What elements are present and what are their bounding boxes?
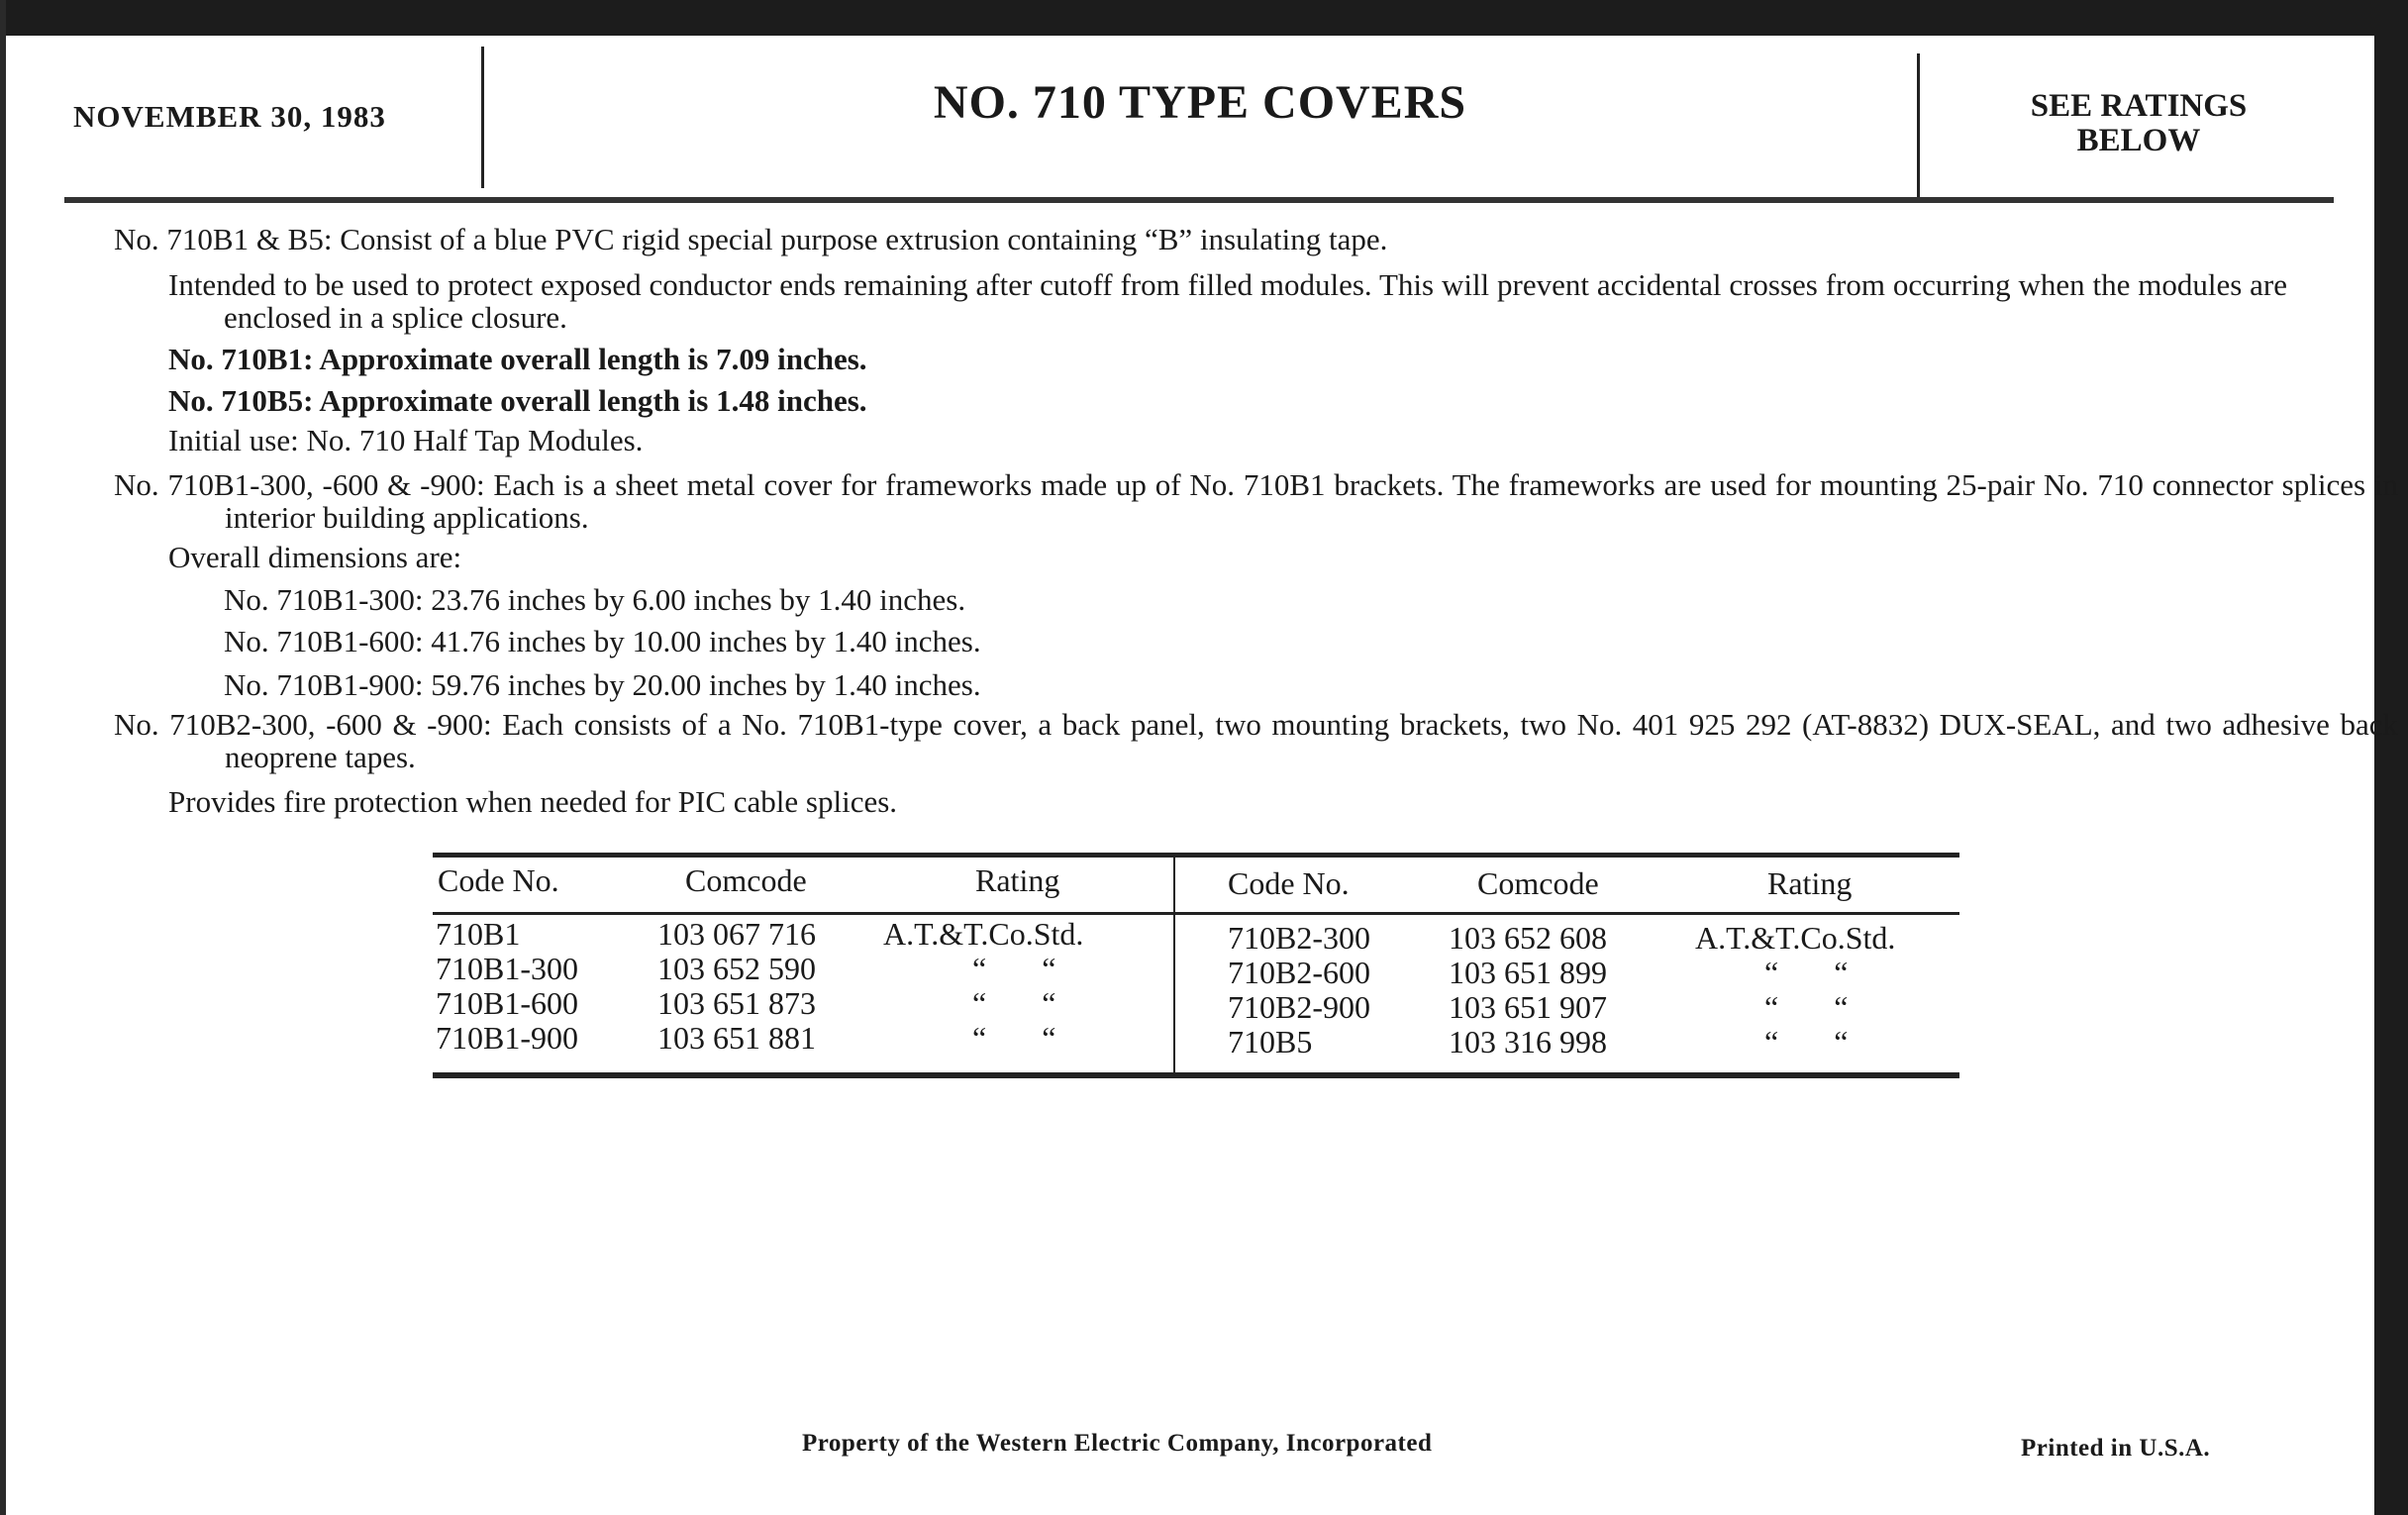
dimension-710b1-900: No. 710B1-900: 59.76 inches by 20.00 inches by 1.40 inches.: [224, 667, 981, 702]
ratings-note-line2: BELOW: [2076, 123, 2201, 158]
paragraph-intended-use: Intended to be used to protect exposed conductor ends remaining after cutoff from filled modules. This will prevent accidental crosses from occurring when the modules are enclosed in a splice closure.: [168, 267, 2287, 335]
code-no: 710B2-300: [1228, 920, 1370, 956]
ratings-note-line1: SEE RATINGS: [2030, 88, 2248, 124]
comcode: 103 067 716: [657, 916, 816, 952]
rating: “ “: [1764, 955, 1849, 990]
paragraph-710b1-b5: No. 710B1 & B5: Consist of a blue PVC rigid special purpose extrusion containing “B” insulating tape.: [114, 222, 1388, 256]
comcode: 103 652 590: [657, 951, 816, 986]
comcode: 103 651 899: [1449, 955, 1607, 990]
paragraph-710b1-covers: No. 710B1-300, -600 & -900: Each is a sheet metal cover for frameworks made up of No. 710B1 brackets. The frameworks are used for mounting 25-pair No. 710 connector splices in interior building applications.: [114, 467, 2398, 535]
code-no: 710B2-600: [1228, 955, 1370, 990]
comcode: 103 651 881: [657, 1020, 816, 1056]
ratings-note: [1921, 89, 2357, 158]
header-comcode: Comcode: [685, 862, 807, 898]
code-no: 710B1: [436, 916, 521, 952]
paragraph-fire-protection: Provides fire protection when needed for PIC cable splices.: [168, 784, 898, 819]
header-rule: [64, 197, 2334, 203]
table-bottom-rule: [433, 1072, 1959, 1078]
paragraph-710b5-length: No. 710B5: Approximate overall length is 1.48 inches.: [168, 383, 867, 418]
comcode: 103 651 907: [1449, 989, 1607, 1025]
footer-property: Property of the Western Electric Company, Incorporated: [802, 1430, 1433, 1457]
rating: “ “: [972, 985, 1056, 1021]
scan-border-top: [0, 0, 2408, 36]
dimension-710b1-300: No. 710B1-300: 23.76 inches by 6.00 inches by 1.40 inches.: [224, 582, 966, 617]
rating: “ “: [1764, 989, 1849, 1025]
header-code-no: Code No.: [438, 862, 559, 898]
footer-printed: Printed in U.S.A.: [2021, 1435, 2211, 1462]
ratings-table: [433, 853, 1959, 1078]
code-no: 710B2-900: [1228, 989, 1370, 1025]
header-code-no: Code No.: [1228, 865, 1350, 901]
code-no: 710B1-300: [436, 951, 578, 986]
paragraph-dimensions-heading: Overall dimensions are:: [168, 540, 462, 574]
table-top-rule: [433, 853, 1959, 858]
rating: “ “: [972, 951, 1056, 986]
header-rating: Rating: [975, 862, 1060, 898]
comcode: 103 652 608: [1449, 920, 1607, 956]
header-rating: Rating: [1767, 865, 1853, 901]
page-title: NO. 710 TYPE COVERS: [933, 76, 1467, 129]
rating: A.T.&T.Co.Std.: [1695, 920, 1896, 956]
paragraph-710b2-covers: No. 710B2-300, -600 & -900: Each consists of a No. 710B1-type cover, a back panel, two mounting brackets, two No. 401 925 292 (AT-8832) DUX-SEAL, and two adhesive back neoprene tapes.: [114, 707, 2398, 774]
table-header-rule: [433, 912, 1959, 915]
comcode: 103 651 873: [657, 985, 816, 1021]
code-no: 710B5: [1228, 1024, 1313, 1060]
scan-border-left: [0, 0, 6, 1515]
rating: “ “: [972, 1020, 1056, 1056]
document-date: NOVEMBER 30, 1983: [73, 99, 386, 134]
rating: A.T.&T.Co.Std.: [883, 916, 1084, 952]
rating: “ “: [1764, 1024, 1849, 1060]
code-no: 710B1-900: [436, 1020, 578, 1056]
dimension-710b1-600: No. 710B1-600: 41.76 inches by 10.00 inches by 1.40 inches.: [224, 624, 981, 658]
paragraph-710b1-length: No. 710B1: Approximate overall length is 7.09 inches.: [168, 342, 867, 376]
comcode: 103 316 998: [1449, 1024, 1607, 1060]
header-comcode: Comcode: [1477, 865, 1599, 901]
table-center-divider: [1173, 853, 1175, 1078]
code-no: 710B1-600: [436, 985, 578, 1021]
paragraph-initial-use: Initial use: No. 710 Half Tap Modules.: [168, 423, 644, 457]
header-divider-right: [1917, 53, 1920, 200]
